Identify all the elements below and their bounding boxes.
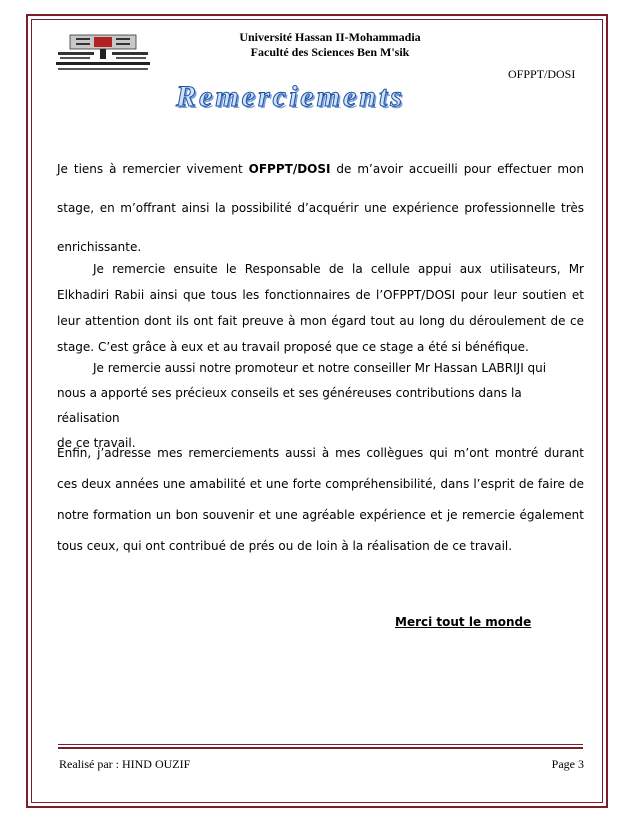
faculty-name: Faculté des Sciences Ben M'sik — [250, 45, 410, 59]
university-name: Université Hassan II-Mohammadia — [239, 30, 421, 44]
paragraph-2: Je remercie ensuite le Responsable de la cellule appui aux utilisateurs, Mr Elkhadiri Rabii ainsi que tous les fonctionnaires de l’OFPPT/DOSI pour leur soutien et leur attention dont ils ont fait preuve à mon égard tout au long du déroulement de ce stage. C’est grâce à eux et au travail proposé que ce stage a été si bénéfique. — [57, 262, 584, 354]
page-number: Page 3 — [551, 757, 584, 771]
paragraph-3-line-1: Je remercie aussi notre promoteur et notre conseiller Mr Hassan LABRIJI qui — [93, 361, 547, 375]
paragraph-1-org: OFPPT/DOSI — [248, 162, 331, 176]
footer-divider — [58, 744, 583, 745]
paragraph-1-end: de m’avoir accueilli pour effectuer mon stage, en m’offrant ainsi la possibilité d’acquérir une expérience professionnelle très enrichissante. — [57, 162, 584, 254]
university-header — [160, 30, 500, 60]
footer-divider-thick — [58, 747, 583, 749]
closing-signature: Merci tout le monde — [395, 615, 532, 629]
footer-author: Realisé par : HIND OUZIF — [59, 757, 191, 771]
university-emblem-icon — [56, 34, 150, 74]
page-title: Remerciements — [176, 80, 405, 113]
paragraph-4: Enfin, j’adresse mes remerciements aussi à mes collègues qui m’ont montré durant ces deux années une amabilité et une forte compréhensibilité, dans l’esprit de faire de notre formation un bon souvenir et une agréable expérience et je remercie également tous ceux, qui ont contribué de prés ou de loin à la réalisation de ce travail. — [57, 446, 584, 553]
paragraph-3-line-2: nous a apporté ses précieux conseils et ses généreuses contributions dans la réalisation — [57, 386, 522, 425]
organization-label: OFPPT/DOSI — [508, 67, 576, 81]
paragraph-3-line-3: de ce travail. — [57, 436, 136, 450]
paragraph-1-start: Je tiens à remercier vivement — [57, 162, 249, 176]
paragraph-1 — [57, 150, 584, 267]
